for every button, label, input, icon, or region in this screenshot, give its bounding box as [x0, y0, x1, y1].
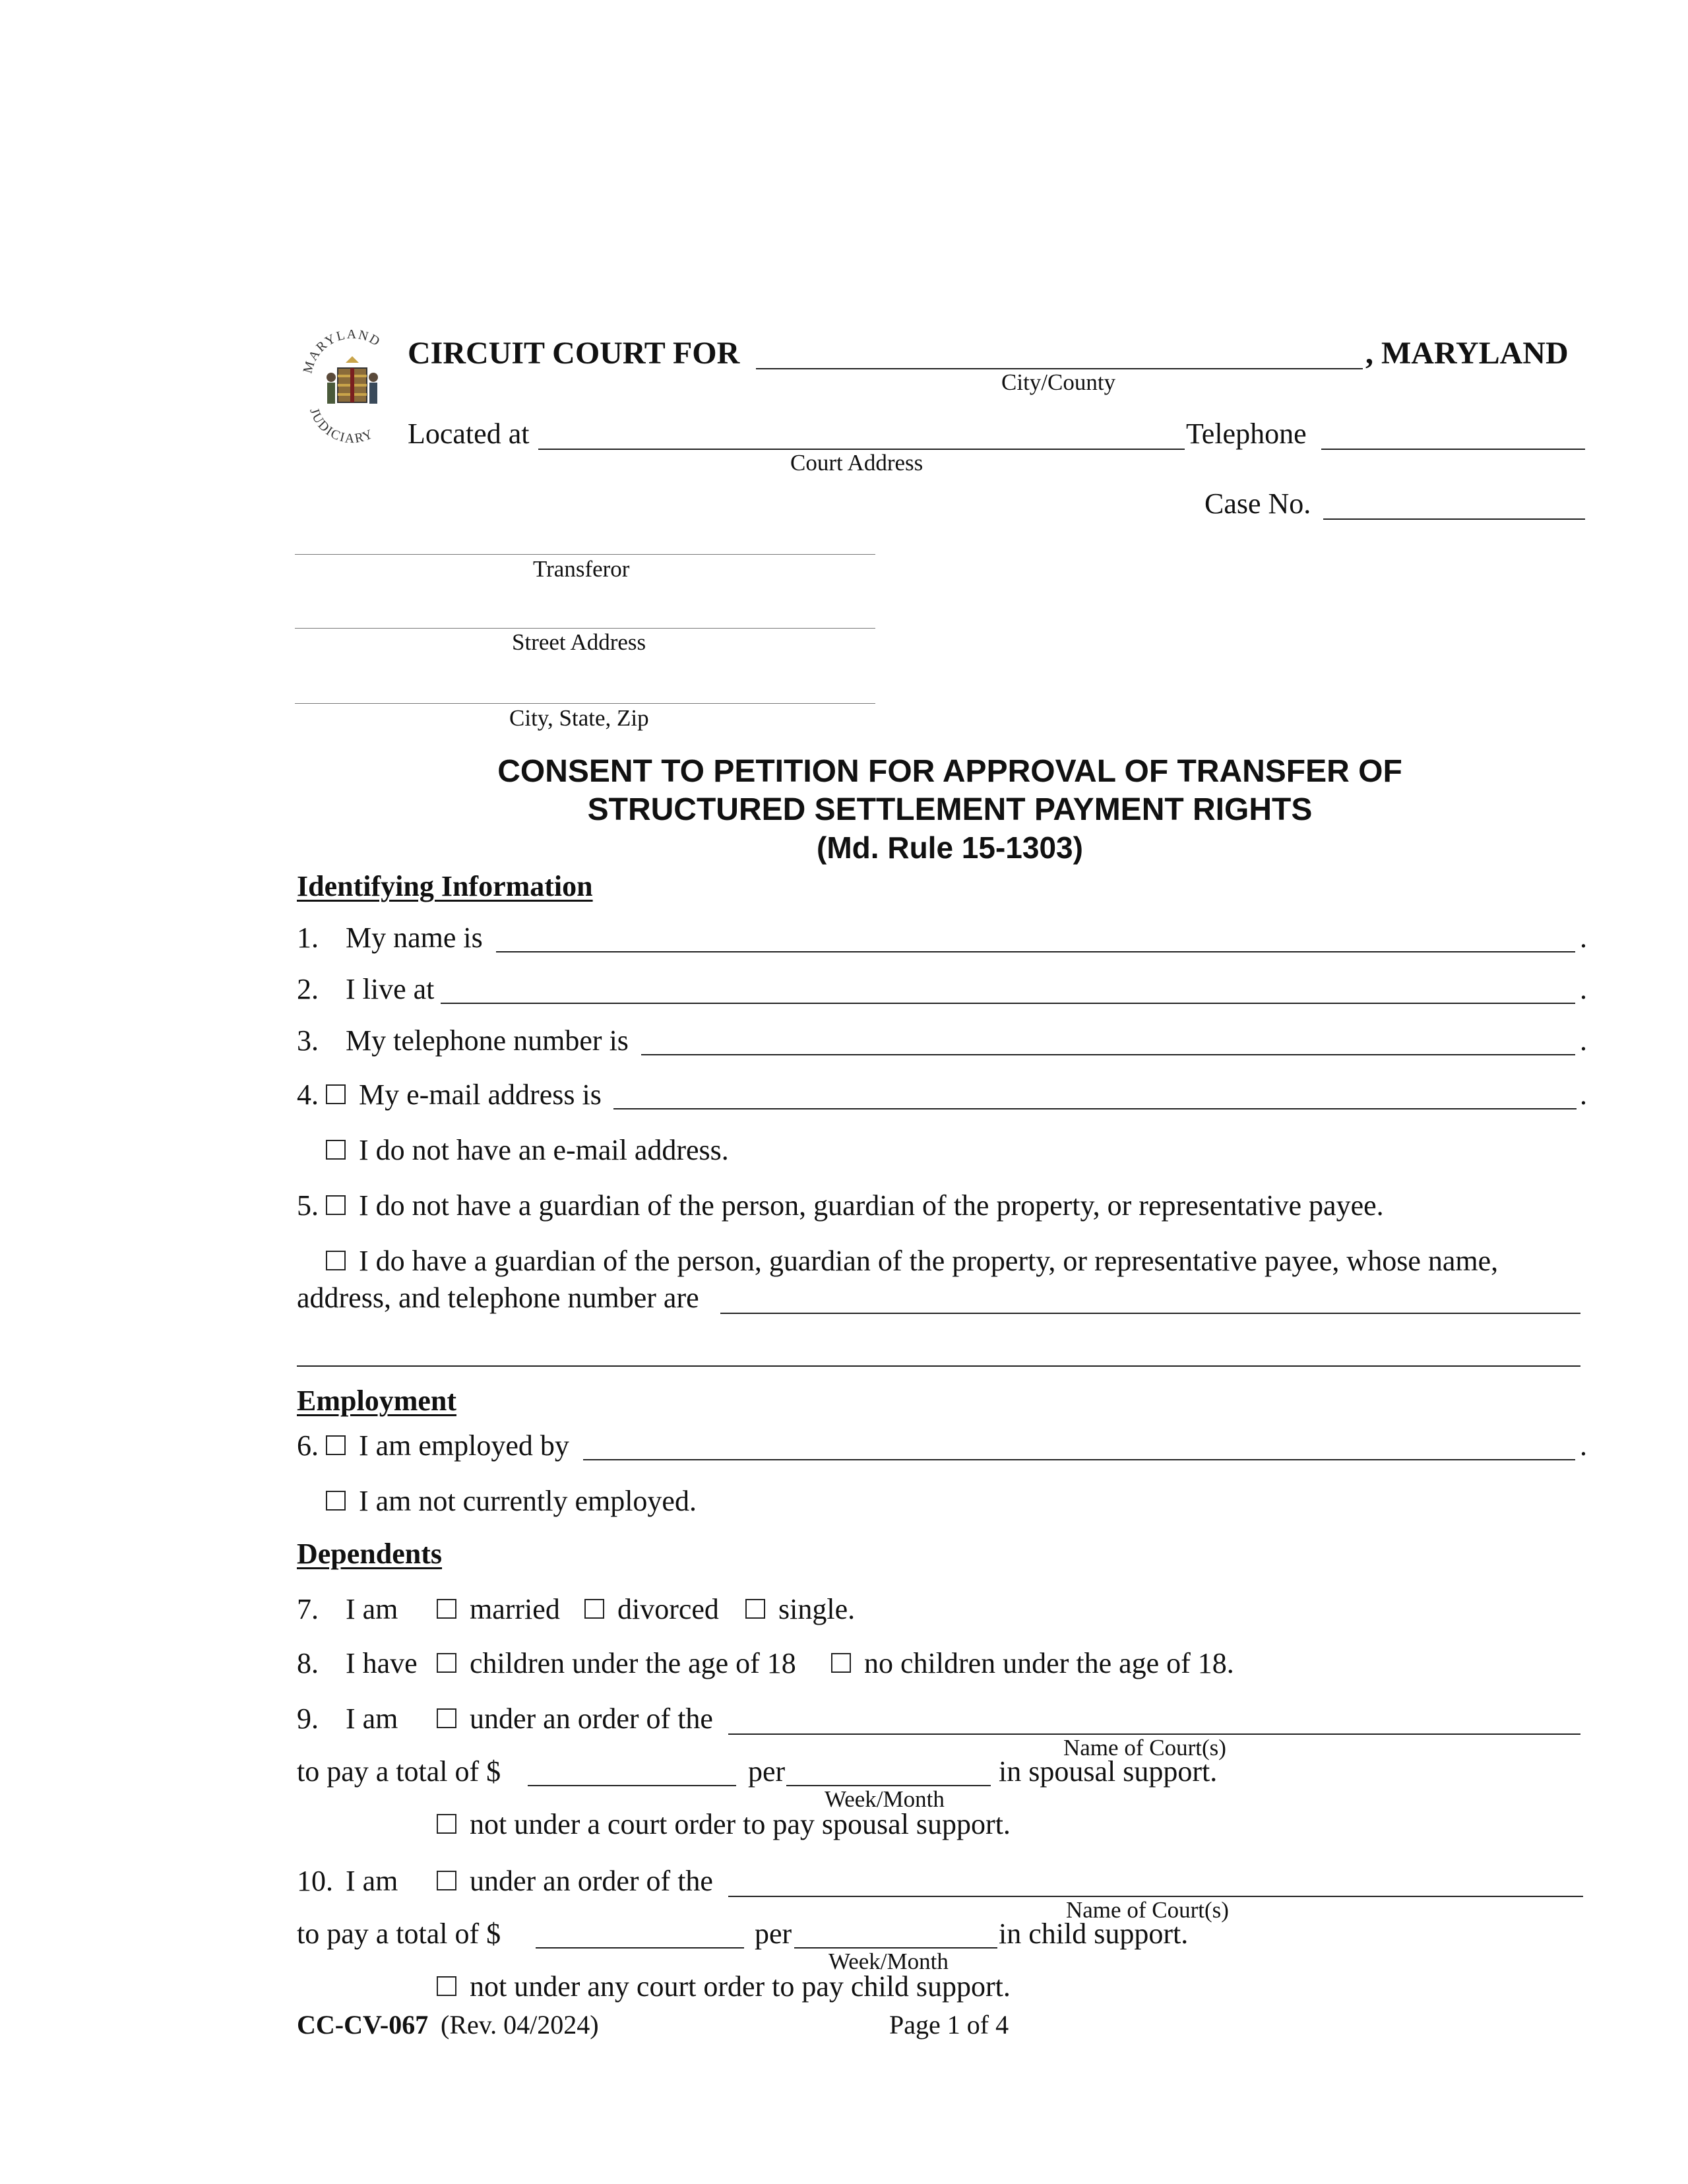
married-label: married [470, 1593, 560, 1625]
item-7-number: 7. [297, 1593, 319, 1625]
spousal-order-text: under an order of the [470, 1702, 713, 1735]
item-8-text: I have [346, 1647, 418, 1679]
street-address-line[interactable] [295, 628, 875, 629]
section-employment: Employment [297, 1385, 456, 1417]
svg-text:JUDICIARY: JUDICIARY [307, 406, 377, 447]
spousal-order-checkbox[interactable] [437, 1708, 456, 1728]
item-3-number: 3. [297, 1024, 319, 1057]
no-email-text: I do not have an e-mail address. [359, 1134, 729, 1166]
child-period-label: Week/Month [828, 1949, 949, 1974]
has-guardian-text: I do have a guardian of the person, guardian of the property, or representative payee, whose name, [359, 1245, 1499, 1277]
item-6-period: . [1580, 1429, 1587, 1462]
form-revision: (Rev. 04/2024) [441, 2010, 599, 2040]
employer-line[interactable] [583, 1459, 1575, 1460]
no-children-checkbox[interactable] [831, 1653, 851, 1673]
spousal-pay-text: to pay a total of $ [297, 1755, 501, 1788]
item-9-text: I am [346, 1702, 398, 1735]
court-suffix: , MARYLAND [1365, 336, 1569, 371]
spousal-amount-line[interactable] [528, 1785, 736, 1786]
not-employed-checkbox[interactable] [326, 1491, 346, 1511]
item-1-number: 1. [297, 921, 319, 954]
item-3-period: . [1580, 1024, 1587, 1057]
guardian-info-line-1[interactable] [720, 1313, 1580, 1314]
item-7-text: I am [346, 1593, 398, 1625]
single-checkbox[interactable] [745, 1599, 765, 1619]
case-no-label: Case No. [1204, 487, 1311, 520]
guardian-info-line-2[interactable] [297, 1365, 1580, 1367]
seal-emblem-icon [297, 330, 409, 452]
court-prefix: CIRCUIT COURT FOR [408, 336, 740, 371]
single-label: single. [778, 1593, 856, 1625]
no-guardian-text: I do not have a guardian of the person, guardian of the property, or representative payee. [359, 1189, 1384, 1222]
section-identifying: Identifying Information [297, 870, 593, 902]
telephone-line[interactable] [641, 1054, 1575, 1055]
item-3-text: My telephone number is [346, 1024, 629, 1057]
page-number: Page 1 of 4 [889, 2010, 1009, 2040]
guardian-address-text: address, and telephone number are [297, 1282, 699, 1314]
name-line[interactable] [496, 951, 1575, 952]
section-dependents: Dependents [297, 1538, 443, 1570]
no-children-label: no children under the age of 18. [864, 1647, 1234, 1679]
child-order-checkbox[interactable] [437, 1871, 456, 1890]
no-child-order-text: not under any court order to pay child support. [470, 1970, 1011, 2003]
located-at-label: Located at [408, 418, 530, 450]
child-order-text: under an order of the [470, 1865, 713, 1897]
divorced-checkbox[interactable] [584, 1599, 604, 1619]
married-checkbox[interactable] [437, 1599, 456, 1619]
email-checkbox[interactable] [326, 1084, 346, 1104]
transferor-line[interactable] [295, 554, 875, 555]
form-title-rule: (Md. Rule 15-1303) [817, 830, 1083, 865]
item-2-number: 2. [297, 973, 319, 1005]
court-address-label: Court Address [790, 450, 923, 476]
address-line[interactable] [441, 1003, 1575, 1004]
no-guardian-checkbox[interactable] [326, 1195, 346, 1215]
transferor-label: Transferor [533, 556, 630, 582]
not-employed-text: I am not currently employed. [359, 1485, 697, 1517]
children-checkbox[interactable] [437, 1653, 456, 1673]
no-spousal-order-text: not under a court order to pay spousal support. [470, 1808, 1011, 1840]
form-number: CC-CV-067 [297, 2010, 429, 2040]
no-spousal-order-checkbox[interactable] [437, 1814, 456, 1834]
divorced-label: divorced [617, 1593, 719, 1625]
form-title-line1: CONSENT TO PETITION FOR APPROVAL OF TRANSFER OF [497, 754, 1402, 789]
item-4-number: 4. [297, 1078, 319, 1111]
item-5-number: 5. [297, 1189, 319, 1222]
item-2-period: . [1580, 973, 1587, 1005]
city-state-zip-label: City, State, Zip [509, 705, 649, 731]
item-4-period: . [1580, 1078, 1587, 1111]
child-pay-text: to pay a total of $ [297, 1918, 501, 1950]
svg-text:MARYLAND: MARYLAND [300, 330, 384, 375]
child-court-label: Name of Court(s) [1066, 1897, 1229, 1923]
court-telephone-line[interactable] [1321, 449, 1585, 450]
item-10-text: I am [346, 1865, 398, 1897]
no-email-checkbox[interactable] [326, 1140, 346, 1160]
item-2-text: I live at [346, 973, 435, 1005]
maryland-judiciary-seal [297, 330, 409, 452]
employed-checkbox[interactable] [326, 1435, 346, 1455]
spousal-court-label: Name of Court(s) [1063, 1735, 1226, 1761]
item-10-number: 10. [297, 1865, 333, 1897]
form-title-line2: STRUCTURED SETTLEMENT PAYMENT RIGHTS [587, 792, 1313, 827]
spousal-period-label: Week/Month [825, 1786, 945, 1812]
item-4-text: My e-mail address is [359, 1078, 602, 1111]
item-1-text: My name is [346, 921, 483, 954]
case-no-line[interactable] [1323, 518, 1585, 520]
street-address-label: Street Address [512, 629, 646, 655]
spousal-per-text: per [748, 1755, 786, 1788]
telephone-label: Telephone [1186, 418, 1307, 450]
item-9-number: 9. [297, 1702, 319, 1735]
city-state-zip-line[interactable] [295, 703, 875, 704]
city-county-label: City/County [1001, 369, 1116, 395]
item-1-period: . [1580, 921, 1587, 954]
child-per-text: per [755, 1918, 792, 1950]
spousal-support-text: in spousal support. [999, 1755, 1218, 1788]
child-support-text: in child support. [999, 1918, 1189, 1950]
item-8-number: 8. [297, 1647, 319, 1679]
employed-text: I am employed by [359, 1429, 569, 1462]
children-label: children under the age of 18 [470, 1647, 796, 1679]
child-amount-line[interactable] [536, 1947, 744, 1949]
no-child-order-checkbox[interactable] [437, 1976, 456, 1996]
item-6-number: 6. [297, 1429, 319, 1462]
has-guardian-checkbox[interactable] [326, 1251, 346, 1270]
email-line[interactable] [613, 1108, 1577, 1109]
